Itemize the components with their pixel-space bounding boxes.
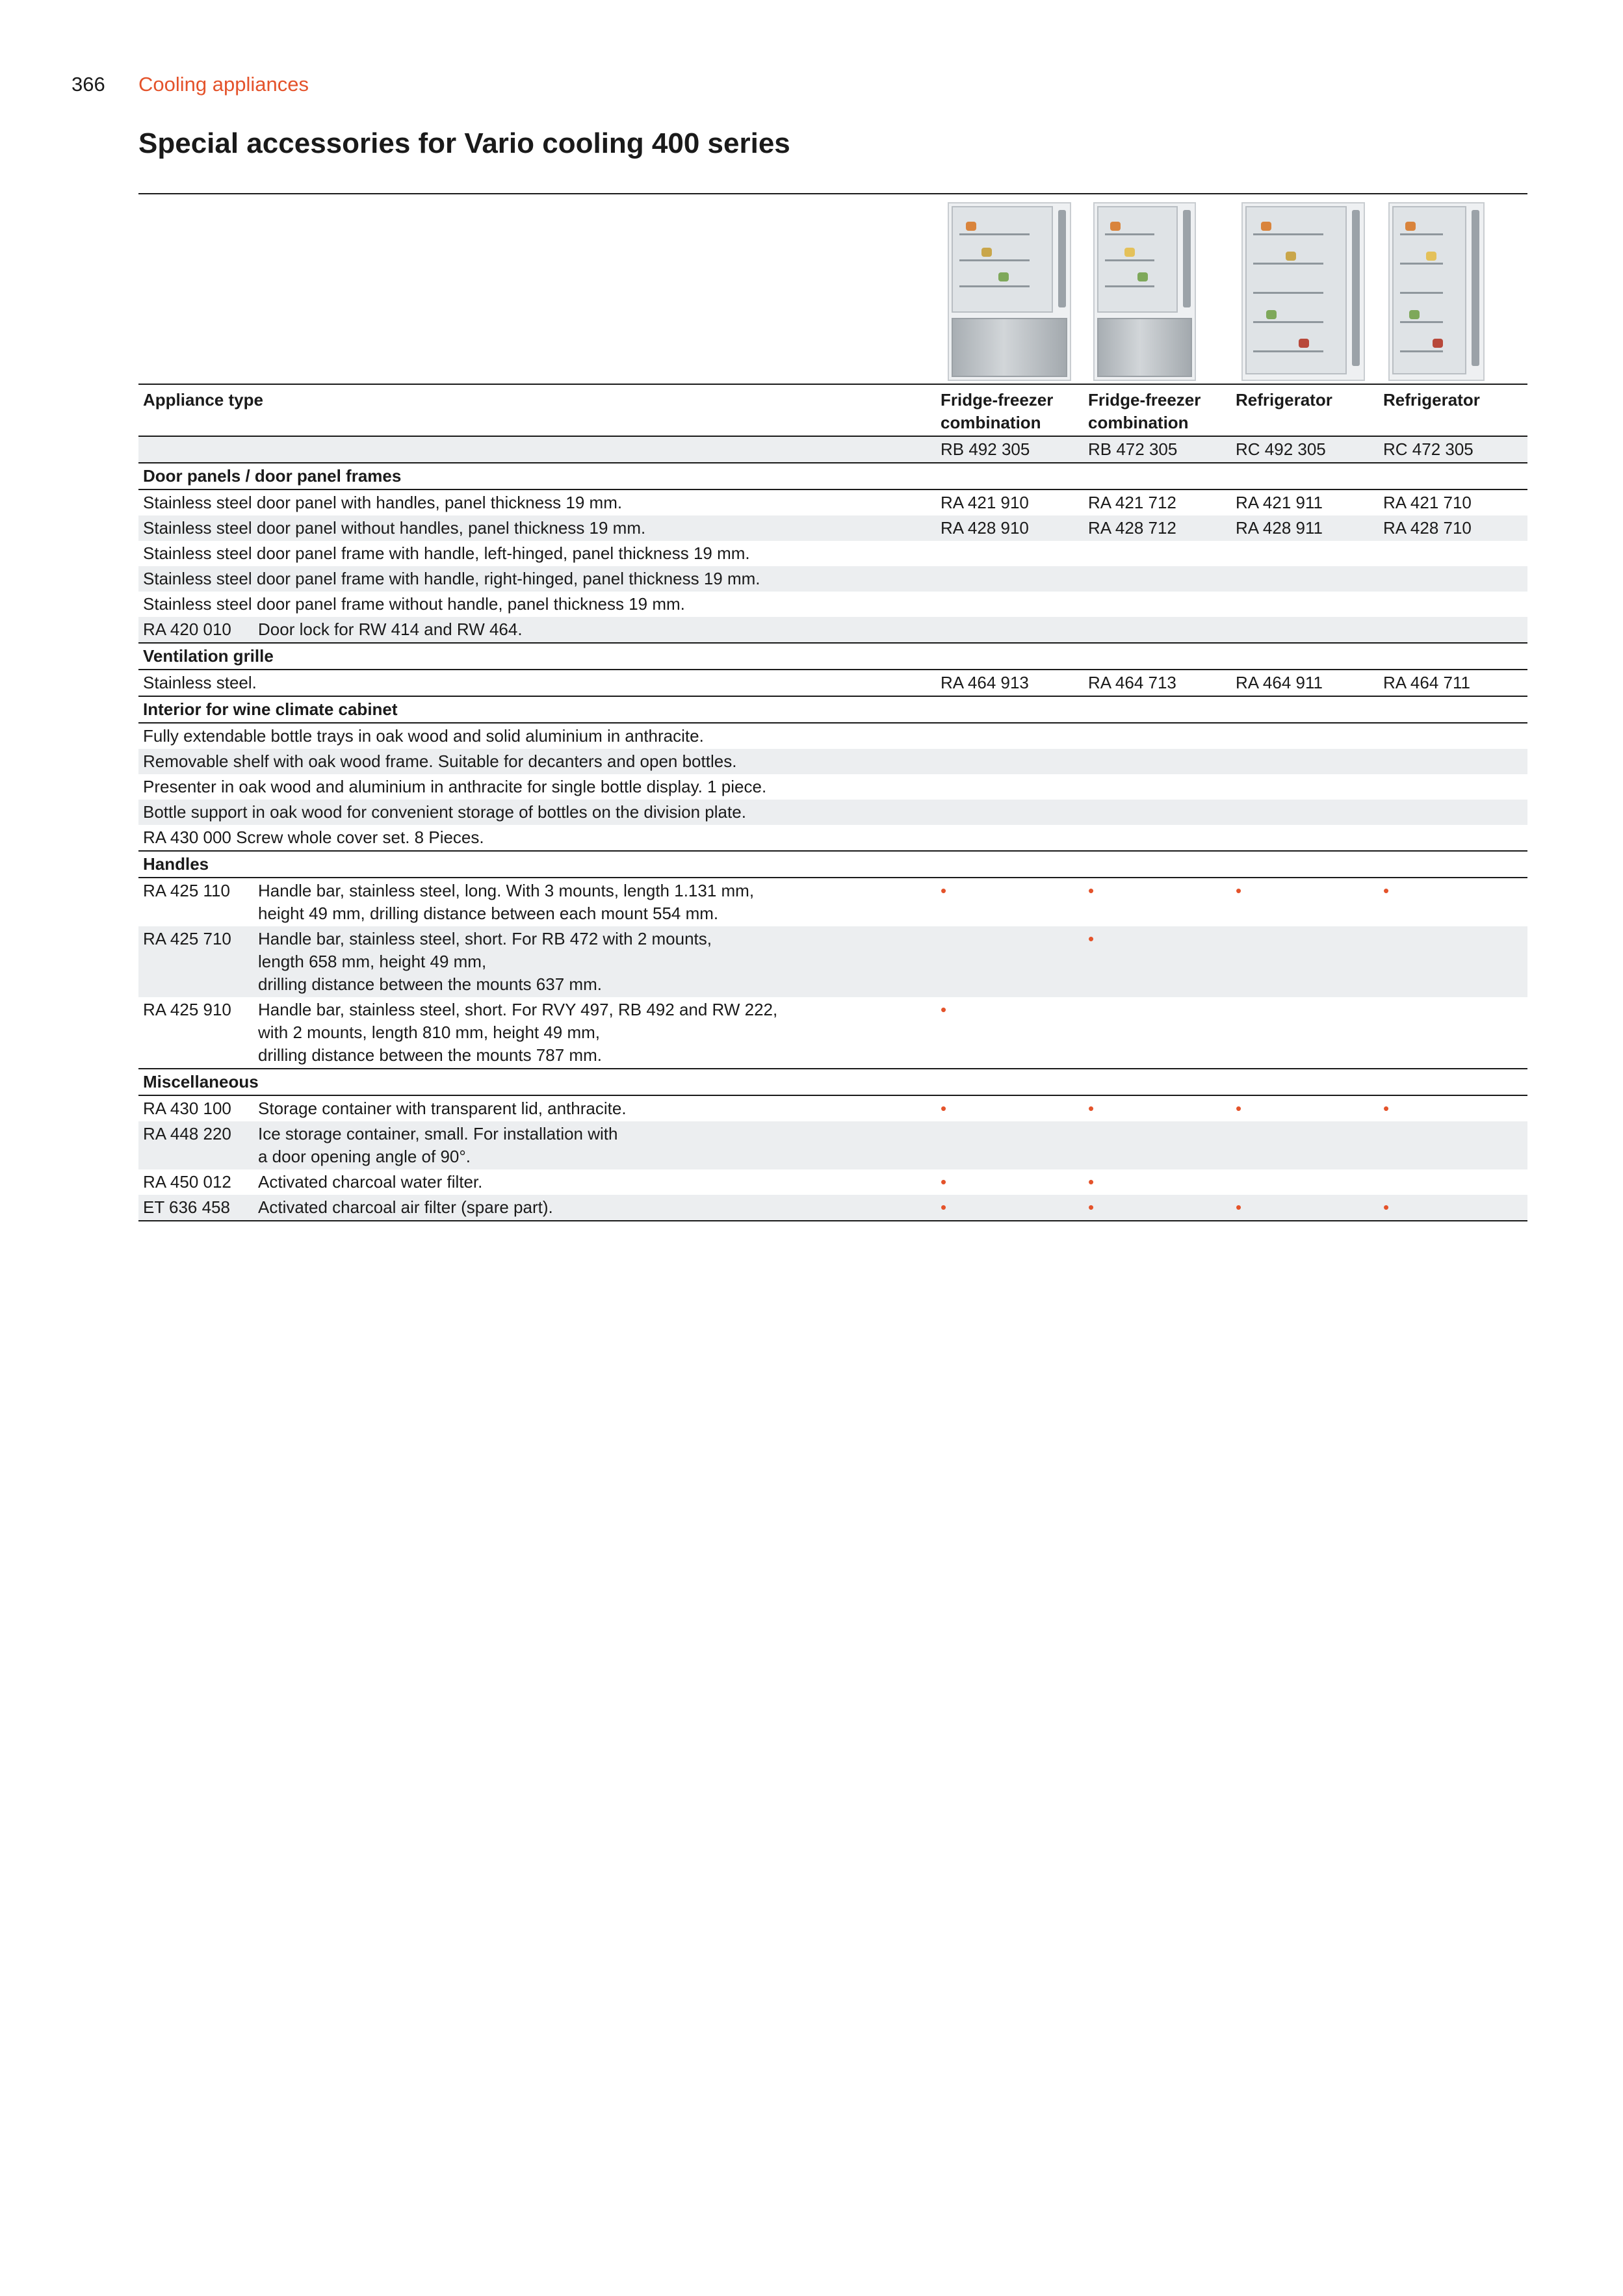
value-cell (1379, 1169, 1527, 1195)
description: Activated charcoal air filter (spare part). (253, 1195, 936, 1221)
value-cell (1084, 800, 1231, 825)
value-cell: RA 464 911 (1236, 673, 1323, 692)
value-cell (1231, 800, 1379, 825)
description: Presenter in oak wood and aluminium in anthracite for single bottle display. 1 piece. (143, 777, 767, 796)
section-row (138, 696, 1527, 723)
table-row (138, 825, 1527, 851)
appliance-type-row (138, 384, 1527, 436)
article-code: RA 420 010 (138, 617, 253, 643)
value-cell: RA 428 710 (1379, 515, 1527, 541)
description: Stainless steel door panel frame without handle, panel thickness 19 mm. (143, 594, 685, 614)
value-cell (1379, 592, 1527, 617)
section-row (138, 463, 1527, 489)
availability-dot: • (941, 1099, 947, 1118)
value-cell (936, 541, 1084, 566)
availability-dot: • (1383, 1099, 1390, 1118)
table-row (138, 997, 1527, 1069)
fridge-freezer-image-1 (948, 202, 1071, 381)
value-cell: RA 428 712 (1084, 515, 1231, 541)
table-row (138, 541, 1527, 566)
availability-dot: • (1088, 929, 1095, 948)
value-cell (1084, 541, 1231, 566)
table-row (138, 800, 1527, 825)
value-cell (1379, 749, 1527, 774)
section-title: Cooling appliances (138, 73, 309, 96)
description: Removable shelf with oak wood frame. Suitable for decanters and open bottles. (138, 749, 936, 774)
appliance-type-4: Refrigerator (1379, 384, 1527, 436)
value-cell (1231, 566, 1379, 592)
top-rule (138, 193, 1527, 194)
table-row (138, 515, 1527, 541)
value-cell (1231, 997, 1379, 1069)
description: Stainless steel door panel frame with handle, right-hinged, panel thickness 19 mm. (138, 566, 936, 592)
table-row (138, 723, 1527, 749)
description: RA 430 000 Screw whole cover set. 8 Pieces. (143, 828, 484, 847)
appliance-type-1: Fridge-freezer combination (936, 384, 1084, 436)
description: Handle bar, stainless steel, long. With 3 mounts, length 1.131 mm, height 49 mm, drilling distance between each mount 554 mm. (258, 881, 755, 923)
model-4: RC 472 305 (1379, 436, 1527, 463)
value-cell (1379, 723, 1527, 749)
description: Stainless steel door panel without handles, panel thickness 19 mm. (138, 515, 936, 541)
availability-dot: • (941, 1172, 947, 1192)
availability-dot: • (1088, 1172, 1095, 1192)
value-cell (1379, 617, 1527, 643)
model-2: RB 472 305 (1084, 436, 1231, 463)
value-cell: RA 464 713 (1088, 673, 1176, 692)
value-cell (936, 723, 1084, 749)
article-code: RA 425 710 (138, 926, 253, 997)
availability-dot: • (941, 1197, 947, 1217)
description: Handle bar, stainless steel, short. For RB 472 with 2 mounts, length 658 mm, height 49 mm, drilling distance between the mounts 637 mm. (253, 926, 936, 997)
refrigerator-image-2 (1388, 202, 1485, 381)
value-cell: RA 421 712 (1088, 493, 1176, 512)
value-cell (936, 592, 1084, 617)
value-cell (1084, 592, 1231, 617)
article-code: ET 636 458 (138, 1195, 253, 1221)
value-cell (1231, 774, 1379, 800)
model-3: RC 492 305 (1231, 436, 1379, 463)
value-cell (936, 1121, 1084, 1169)
section-label: Door panels / door panel frames (138, 463, 1527, 489)
value-cell: RA 421 911 (1236, 493, 1323, 512)
value-cell (936, 800, 1084, 825)
availability-dot: • (1236, 1197, 1242, 1217)
table-row (138, 749, 1527, 774)
description: Bottle support in oak wood for convenient storage of bottles on the division plate. (138, 800, 936, 825)
section-row (138, 1069, 1527, 1095)
value-cell (1084, 997, 1231, 1069)
description: Fully extendable bottle trays in oak wood and solid aluminium in anthracite. (143, 726, 704, 746)
availability-dot: • (1088, 881, 1095, 900)
description: Stainless steel. (143, 673, 257, 692)
section-label: Handles (138, 851, 1527, 878)
article-code: RA 450 012 (143, 1172, 231, 1192)
value-cell (1379, 1121, 1527, 1169)
description: Stainless steel door panel with handles, panel thickness 19 mm. (143, 493, 623, 512)
value-cell (1231, 617, 1379, 643)
section-label: Interior for wine climate cabinet (138, 696, 1527, 723)
value-cell (1084, 749, 1231, 774)
availability-dot: • (1383, 881, 1390, 900)
value-cell (936, 926, 1084, 997)
value-cell (1231, 1169, 1379, 1195)
value-cell (936, 825, 1084, 851)
value-cell (1379, 997, 1527, 1069)
value-cell (936, 566, 1084, 592)
table-row (138, 670, 1527, 696)
table-row (138, 1095, 1527, 1121)
value-cell (936, 774, 1084, 800)
description: Handle bar, stainless steel, short. For RVY 497, RB 492 and RW 222, with 2 mounts, length 810 mm, height 49 mm, drilling distance between the mounts 787 mm. (258, 1000, 778, 1065)
table-row (138, 592, 1527, 617)
table-row (138, 617, 1527, 643)
table-row (138, 774, 1527, 800)
article-code: RA 430 100 (143, 1099, 231, 1118)
article-code: RA 448 220 (138, 1121, 253, 1169)
value-cell (1231, 749, 1379, 774)
value-cell: RA 428 910 (936, 515, 1084, 541)
refrigerator-image-1 (1241, 202, 1365, 381)
value-cell (1084, 617, 1231, 643)
page-number: 366 (71, 73, 105, 96)
description: Activated charcoal water filter. (258, 1172, 483, 1192)
appliance-images (942, 198, 1527, 384)
article-code: RA 425 110 (143, 881, 230, 900)
section-label: Miscellaneous (138, 1069, 1527, 1095)
appliance-type-3: Refrigerator (1231, 384, 1379, 436)
value-cell (1231, 1121, 1379, 1169)
description: Ice storage container, small. For installation with a door opening angle of 90°. (253, 1121, 936, 1169)
section-row (138, 643, 1527, 670)
availability-dot: • (1383, 1197, 1390, 1217)
value-cell (1084, 723, 1231, 749)
value-cell (1084, 1121, 1231, 1169)
value-cell (1379, 774, 1527, 800)
availability-dot: • (1236, 881, 1242, 900)
value-cell (1231, 926, 1379, 997)
table-row (138, 1195, 1527, 1221)
accessories-table (138, 384, 1527, 1221)
model-row (138, 436, 1527, 463)
fridge-freezer-image-2 (1093, 202, 1196, 381)
value-cell (936, 617, 1084, 643)
availability-dot: • (1088, 1197, 1095, 1217)
value-cell (1231, 723, 1379, 749)
value-cell (1231, 592, 1379, 617)
model-1: RB 492 305 (936, 436, 1084, 463)
appliance-type-2: Fridge-freezer combination (1084, 384, 1231, 436)
value-cell (1379, 926, 1527, 997)
article-code: RA 425 910 (143, 1000, 231, 1019)
table-row (138, 566, 1527, 592)
value-cell (1379, 825, 1527, 851)
value-cell (1084, 566, 1231, 592)
value-cell: RA 464 711 (1383, 673, 1470, 692)
table-row (138, 1169, 1527, 1195)
value-cell (1231, 825, 1379, 851)
section-label: Ventilation grille (138, 643, 1527, 670)
section-row (138, 851, 1527, 878)
value-cell (936, 749, 1084, 774)
availability-dot: • (941, 1000, 947, 1019)
value-cell: RA 464 913 (941, 673, 1029, 692)
table-row (138, 878, 1527, 926)
value-cell (1231, 541, 1379, 566)
value-cell: RA 421 710 (1383, 493, 1472, 512)
page-title: Special accessories for Vario cooling 400 series (138, 127, 790, 159)
value-cell (1379, 800, 1527, 825)
value-cell (1084, 825, 1231, 851)
value-cell: RA 421 910 (941, 493, 1029, 512)
appliance-type-label: Appliance type (138, 384, 936, 436)
availability-dot: • (1236, 1099, 1242, 1118)
availability-dot: • (1088, 1099, 1095, 1118)
table-row (138, 489, 1527, 515)
value-cell: RA 428 911 (1231, 515, 1379, 541)
description: Storage container with transparent lid, anthracite. (258, 1099, 627, 1118)
description: Door lock for RW 414 and RW 464. (253, 617, 936, 643)
table-row (138, 926, 1527, 997)
description: Stainless steel door panel frame with handle, left-hinged, panel thickness 19 mm. (143, 543, 750, 563)
table-row (138, 1121, 1527, 1169)
value-cell (1084, 774, 1231, 800)
value-cell (1379, 541, 1527, 566)
value-cell (1379, 566, 1527, 592)
availability-dot: • (941, 881, 947, 900)
